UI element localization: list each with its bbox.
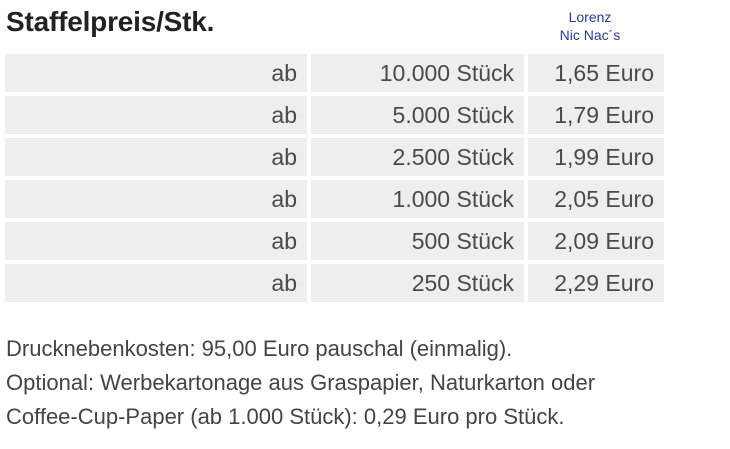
- table-row: [5, 222, 664, 260]
- brand-line-2: Nic Nac´s: [559, 27, 621, 43]
- tier-price: 1,65 Euro: [528, 54, 664, 92]
- table-row: [5, 264, 664, 302]
- tier-price: 2,05 Euro: [528, 180, 664, 218]
- tier-prefix: ab: [5, 96, 311, 134]
- print-cost-note: Drucknebenkosten: 95,00 Euro pauschal (einmalig).: [6, 336, 513, 361]
- table-row: [5, 96, 664, 134]
- tier-quantity: 10.000 Stück: [311, 54, 528, 92]
- tier-prefix: ab: [5, 180, 311, 218]
- page-title: Staffelpreis/Stk.: [6, 6, 215, 37]
- tier-quantity: 1.000 Stück: [311, 180, 528, 218]
- brand-line-1: Lorenz: [568, 9, 612, 25]
- table-row: [5, 138, 664, 176]
- tier-quantity: 250 Stück: [311, 264, 528, 302]
- tier-price: 1,99 Euro: [528, 138, 664, 176]
- tier-prefix: ab: [5, 138, 311, 176]
- tier-prefix: ab: [5, 222, 311, 260]
- tier-prefix: ab: [5, 54, 311, 92]
- tier-quantity: 500 Stück: [311, 222, 528, 260]
- optional-packaging-price-note: Coffee-Cup-Paper (ab 1.000 Stück): 0,29 Euro pro Stück.: [6, 404, 565, 429]
- tier-quantity: 2.500 Stück: [311, 138, 528, 176]
- tier-price: 2,09 Euro: [528, 222, 664, 260]
- tier-price: 1,79 Euro: [528, 96, 664, 134]
- tier-price: 2,29 Euro: [528, 264, 664, 302]
- price-tier-table: [5, 50, 664, 306]
- brand-label: [540, 8, 640, 44]
- table-row: [5, 180, 664, 218]
- pricing-notes: [6, 332, 726, 434]
- tier-quantity: 5.000 Stück: [311, 96, 528, 134]
- table-row: [5, 54, 664, 92]
- tier-prefix: ab: [5, 264, 311, 302]
- optional-packaging-note: Optional: Werbekartonage aus Graspapier, Naturkarton oder: [6, 370, 596, 395]
